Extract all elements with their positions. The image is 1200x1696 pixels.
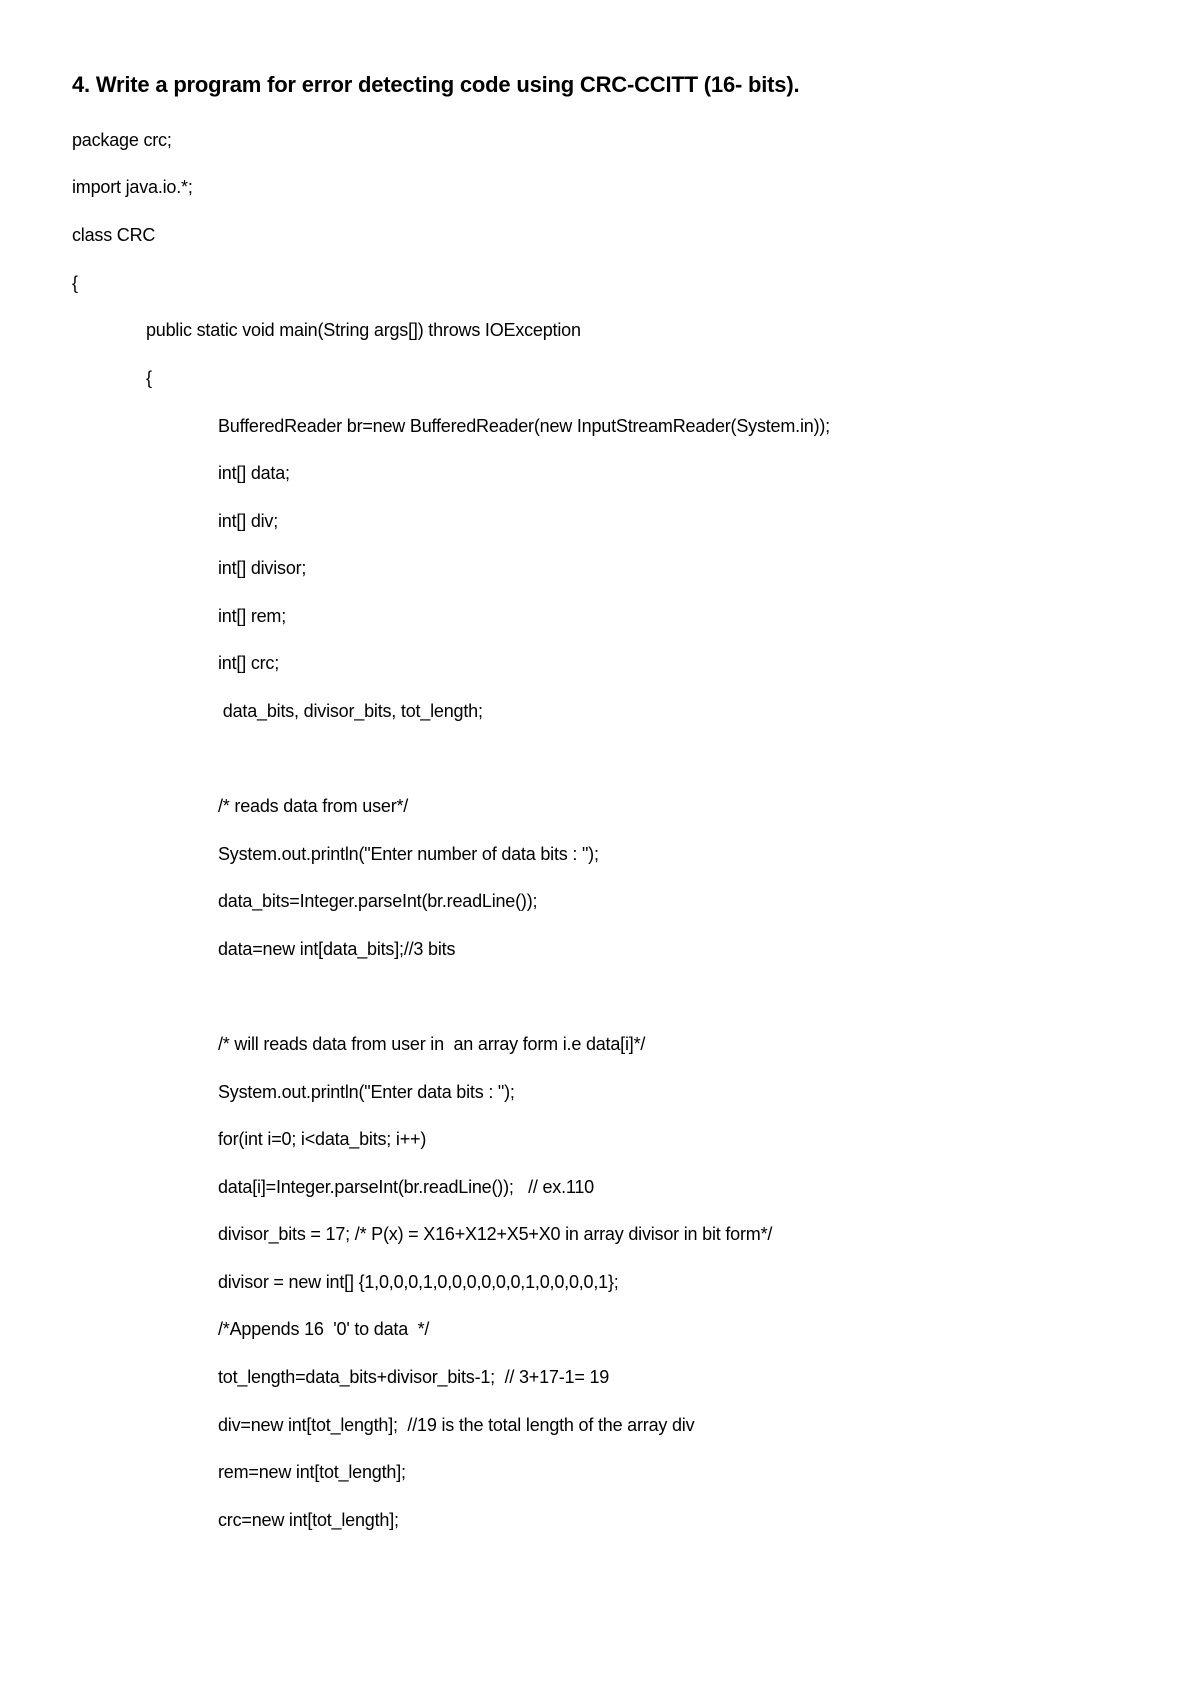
code-line: divisor = new int[] {1,0,0,0,1,0,0,0,0,0,0,1,0,0,0,0,1}; [218,1272,619,1292]
code-line: int[] div; [218,511,279,531]
page-title: 4. Write a program for error detecting code using CRC-CCITT (16- bits). [72,72,800,97]
code-line: divisor_bits = 17; /* P(x) = X16+X12+X5+X0 in array divisor in bit form*/ [218,1224,773,1244]
code-line: int[] data; [218,463,290,483]
code-line: System.out.println("Enter number of data bits : "); [218,844,599,864]
code-line: crc=new int[tot_length]; [218,1510,399,1530]
code-line: int[] crc; [218,653,280,673]
code-line: { [72,273,78,293]
code-line: int[] rem; [218,606,287,626]
code-line: for(int i=0; i<data_bits; i++) [218,1129,427,1149]
code-line: { [146,368,152,388]
code-comment: /* reads data from user*/ [218,796,409,816]
code-line: public static void main(String args[]) throws IOException [146,320,581,340]
code-line: BufferedReader br=new BufferedReader(new InputStreamReader(System.in)); [218,416,830,436]
code-line: import java.io.*; [72,177,193,197]
code-line: div=new int[tot_length]; //19 is the total length of the array div [218,1415,695,1435]
code-line: data_bits, divisor_bits, tot_length; [218,701,483,721]
code-line: data[i]=Integer.parseInt(br.readLine()); // ex.110 [218,1177,594,1197]
code-line: int[] divisor; [218,558,307,578]
code-line: rem=new int[tot_length]; [218,1462,406,1482]
code-line: data=new int[data_bits];//3 bits [218,939,456,959]
code-comment: /* will reads data from user in an array form i.e data[i]*/ [218,1034,646,1054]
code-comment: /*Appends 16 '0' to data */ [218,1319,430,1339]
code-line: data_bits=Integer.parseInt(br.readLine()); [218,891,538,911]
code-line: class CRC [72,225,156,245]
code-line: package crc; [72,130,172,150]
code-line: System.out.println("Enter data bits : "); [218,1082,515,1102]
code-line: tot_length=data_bits+divisor_bits-1; // 3+17-1= 19 [218,1367,610,1387]
